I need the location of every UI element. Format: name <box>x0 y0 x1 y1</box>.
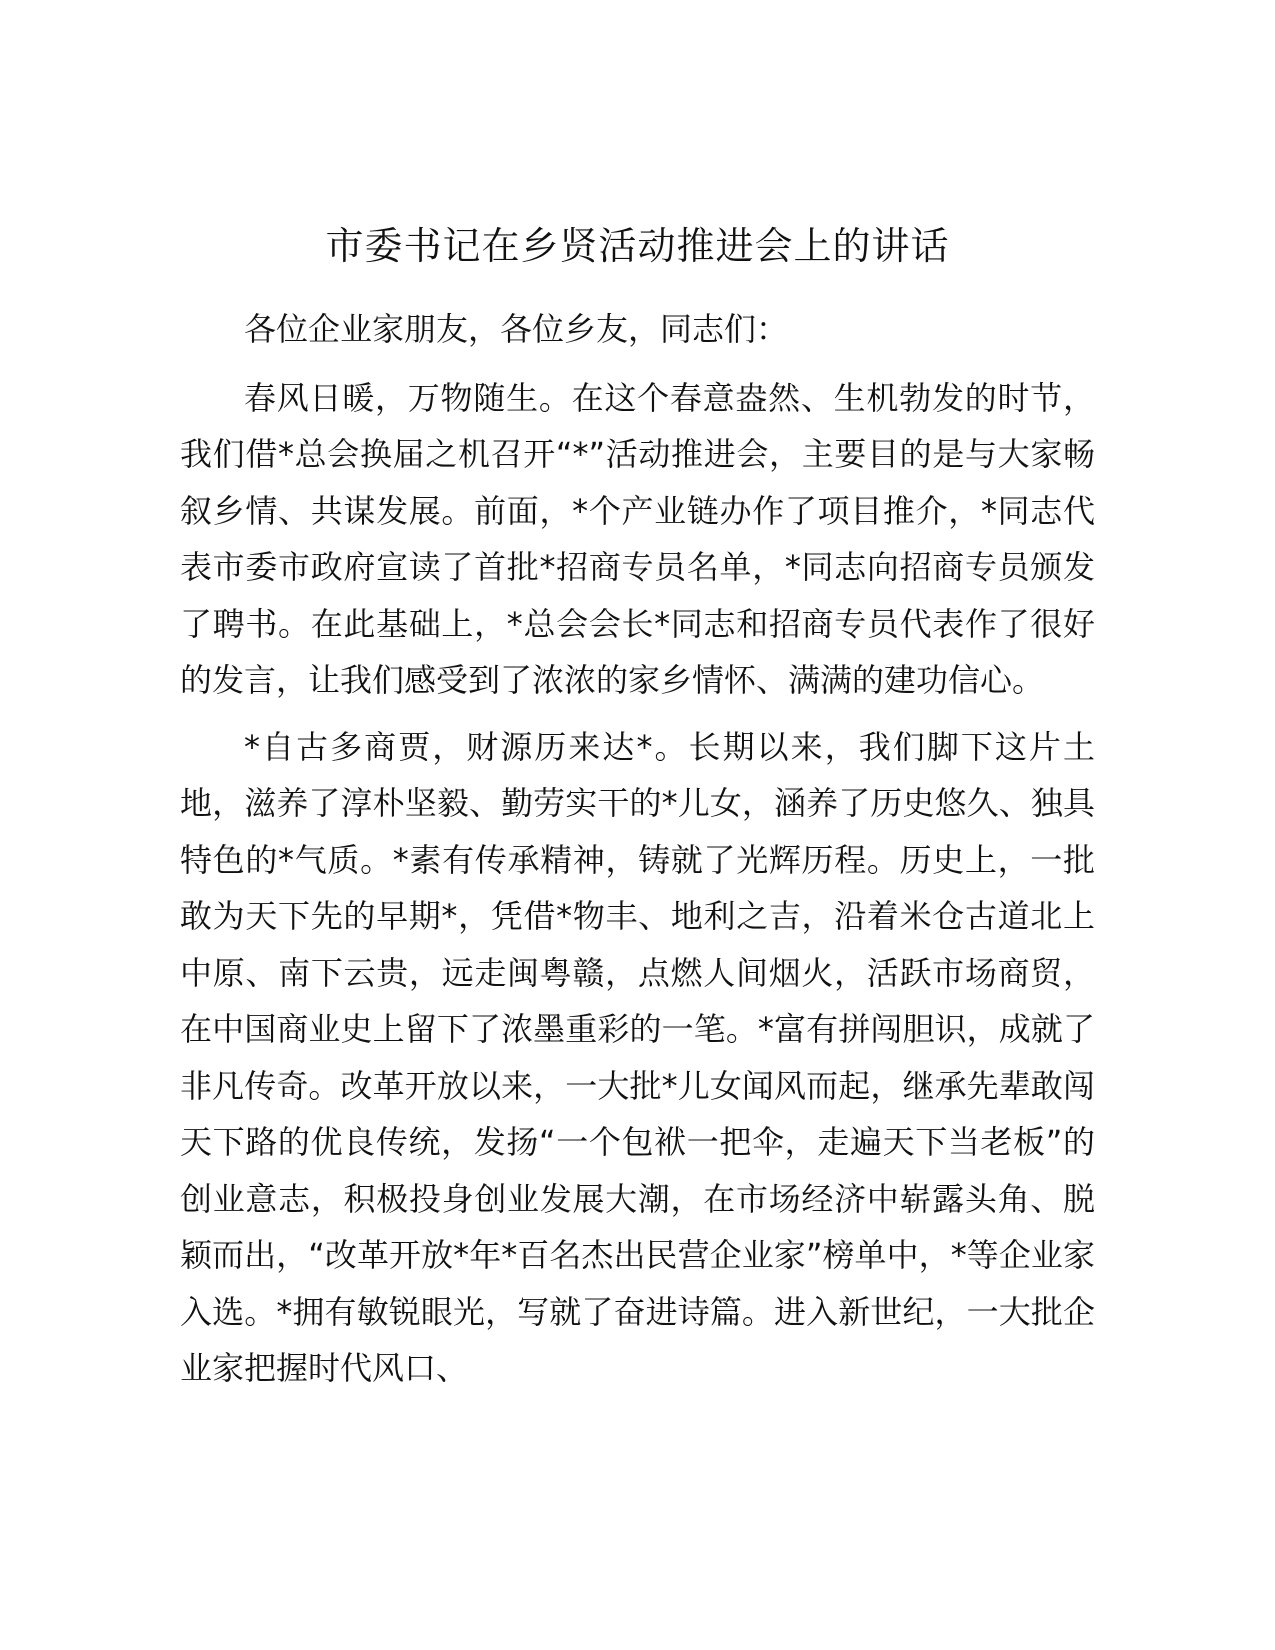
document-title: 市委书记在乡贤活动推进会上的讲话 <box>325 224 950 268</box>
document-body <box>180 301 1095 1397</box>
greeting-paragraph: 各位企业家朋友，各位乡友，同志们： <box>244 310 789 348</box>
body-paragraph-2: *自古多商贾，财源历来达*。长期以来，我们脚下这片土地，滋养了淳朴坚毅、勤劳实干的*儿女，涵养了历史悠久、独具特色的*气质。*素有传承精神，铸就了光辉历程。历史上，一批敢为天下先的早期*，凭借*物丰、地利之吉，沿着米仓古道北上中原、南下云贵，远走闽粤赣，点燃人间烟火，活跃市场商贸，在中国商业史上留下了浓墨重彩的一笔。*富有拼闯胆识，成就了非凡传奇。改革开放以来，一大批*儿女闻风而起，继承先辈敢闯天下路的优良传统，发扬“一个包袱一把伞，走遍天下当老板”的创业意志，积极投身创业发展大潮，在市场经济中崭露头角、脱颖而出，“改革开放*年*百名杰出民营企业家”榜单中，*等企业家入选。*拥有敏锐眼光，写就了奋进诗篇。进入新世纪，一大批企业家把握时代风口、 <box>180 727 1095 1387</box>
body-paragraph-1: 春风日暖，万物随生。在这个春意盎然、生机勃发的时节，我们借*总会换届之机召开“*”活动推进会，主要目的是与大家畅叙乡情、共谋发展。前面，*个产业链办作了项目推介，*同志代表市委市政府宣读了首批*招商专员名单，*同志向招商专员颁发了聘书。在此基础上，*总会会长*同志和招商专员代表作了很好的发言，让我们感受到了浓浓的家乡情怀、满满的建功信心。 <box>180 378 1095 699</box>
